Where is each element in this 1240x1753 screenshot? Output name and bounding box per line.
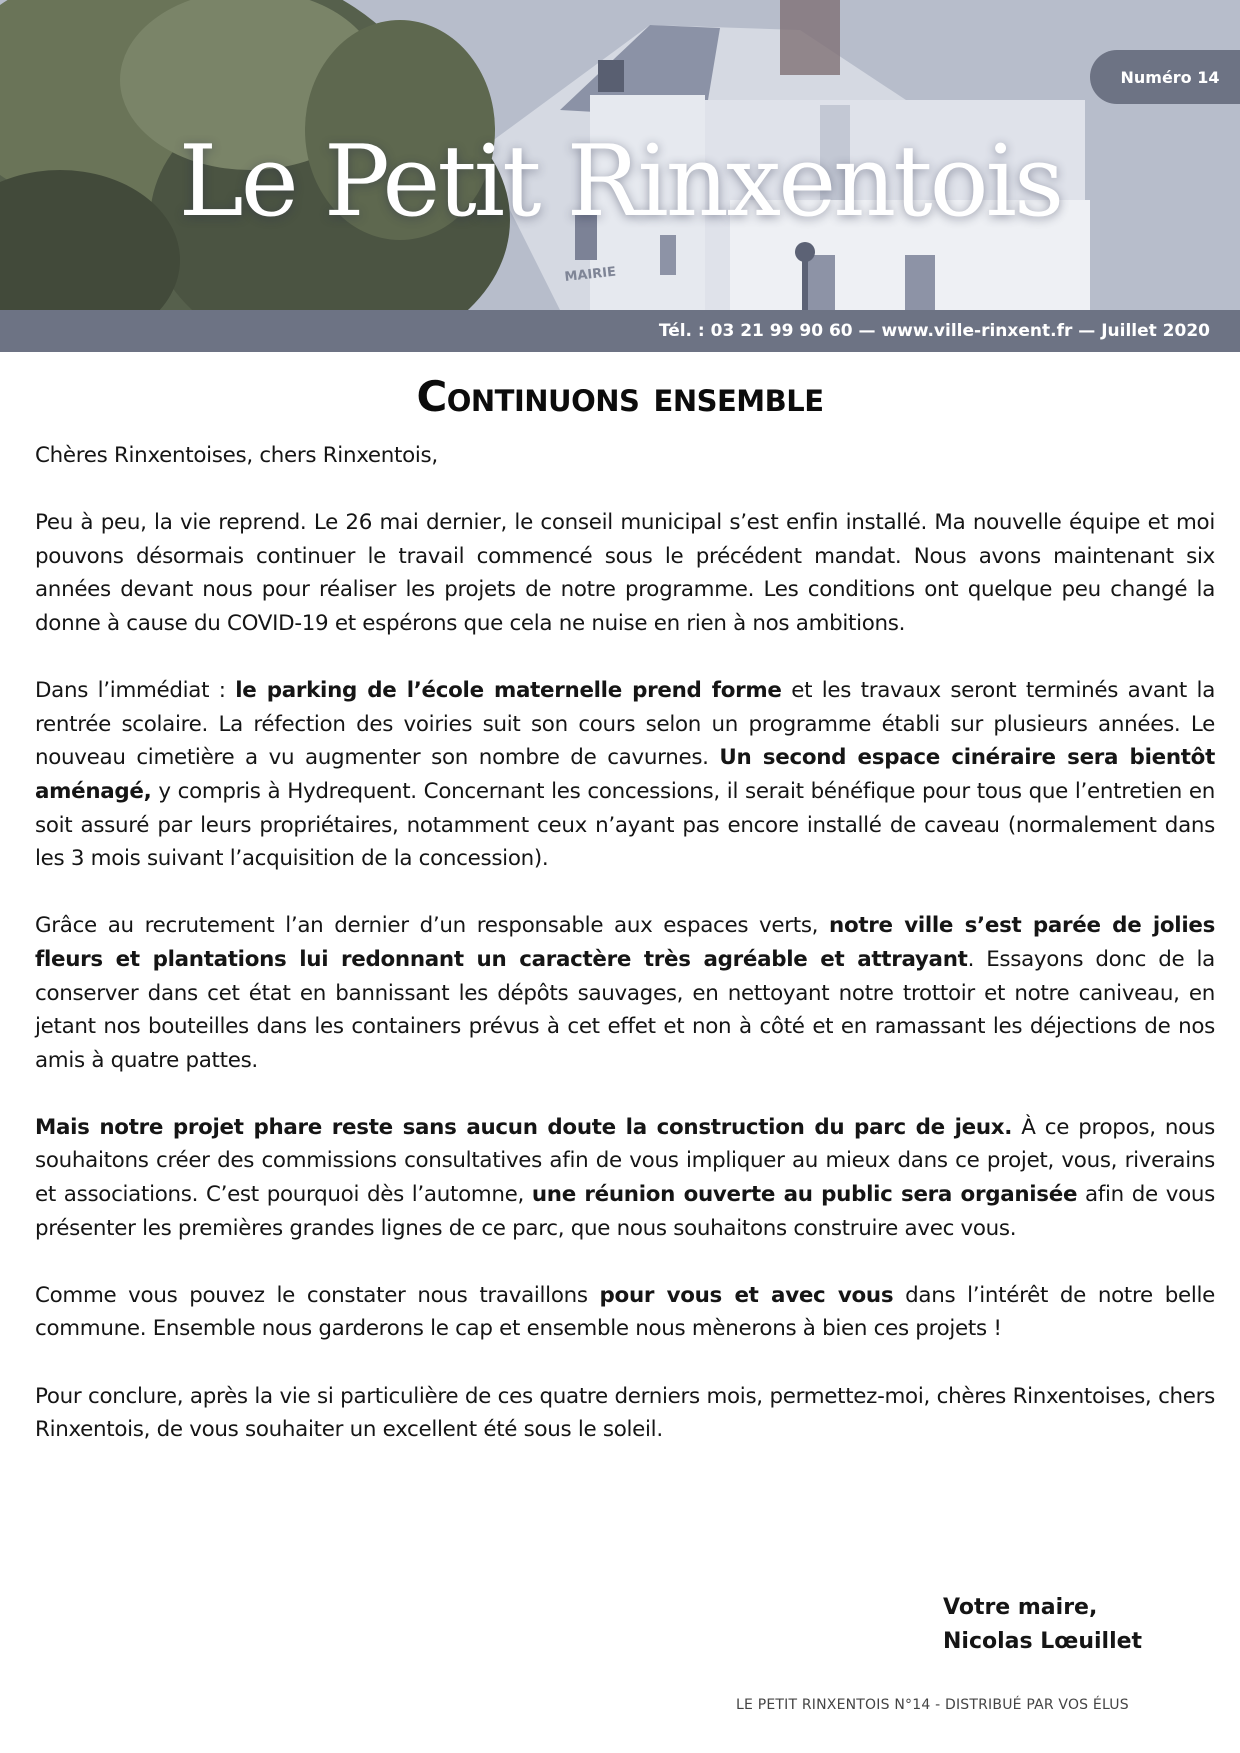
- paragraph-conclusion: Pour conclure, après la vie si particulière de ces quatre derniers mois, permettez-moi, chères Rinxentoises, chers Rinxentois, de vous souhaiter un excellent été sous le soleil.: [35, 1383, 1215, 1443]
- issue-number-badge: Numéro 14: [1090, 50, 1240, 104]
- text: et les travaux seront terminés avant la rentrée scolaire. La réfection des voiries suit son cours selon un programme établi sur plusieurs années. Le nouveau cimetière a vu augmenter son nombre de cavurnes.: [35, 678, 1215, 771]
- mairie-sign: MAIRIE: [563, 264, 617, 285]
- text: afin de vous présenter les premières grandes lignes de ce parc, que nous souhaitons construire avec vous.: [35, 1182, 1215, 1241]
- highlight: Un second espace cinéraire sera bientôt aménagé,: [35, 745, 1215, 804]
- signature-title: Votre maire,: [943, 1595, 1098, 1620]
- signature: [943, 1591, 1142, 1659]
- paragraph-green-spaces: [35, 909, 1215, 1077]
- text: . Essayons donc de la conserver dans cet état en bannissant les dépôts sauvages, en nettoyant notre trottoir et notre caniveau, en jetant nos bouteilles dans les containers prévus à cet effet et non à côté et en ramassant les déjections de nos amis à quatre pattes.: [35, 946, 1215, 1073]
- contact-info-text: Tél. : 03 21 99 90 60 — www.ville-rinxent.fr — Juillet 2020: [658, 321, 1210, 341]
- signature-name: Nicolas Lœuillet: [943, 1629, 1143, 1654]
- highlight: Mais notre projet phare reste sans aucun doute la construction du parc de jeux.: [35, 1114, 1013, 1140]
- paragraph-intro: Peu à peu, la vie reprend. Le 26 mai dernier, le conseil municipal s’est enfin installé. Ma nouvelle équipe et moi pouvons désormais continuer le travail commencé sous le précédent mandat. Nous avons maintenant six années devant nous pour réaliser les projets de notre programme. Les conditions ont quelque peu changé la donne à cause du COVID-19 et espérons que cela ne nuise en rien à nos ambitions.: [35, 510, 1215, 636]
- page-footer: LE PETIT RINXENTOIS N°14 - DISTRIBUÉ PAR VOS ÉLUS: [736, 1697, 1129, 1713]
- letter-body: [35, 439, 1215, 1480]
- text: Dans l’immédiat :: [35, 678, 236, 704]
- highlight: une réunion ouverte au public sera organisée: [531, 1182, 1078, 1208]
- text: Grâce au recrutement l’an dernier d’un responsable aux espaces verts,: [35, 913, 830, 939]
- highlight: notre ville s’est parée de jolies fleurs et plantations lui redonnant un caractère très agréable et attrayant: [35, 913, 1216, 972]
- salutation: Chères Rinxentoises, chers Rinxentois,: [35, 443, 438, 468]
- masthead: [0, 0, 1240, 352]
- paragraph-commitment: [35, 1279, 1215, 1346]
- paragraph-playground: [35, 1111, 1215, 1245]
- text: Comme vous pouvez le constater nous travaillons: [35, 1282, 600, 1308]
- article-headline: Continuons ensemble: [416, 372, 824, 421]
- magazine-title: Le Petit Rinxentois: [178, 125, 1062, 239]
- highlight: pour vous et avec vous: [599, 1282, 894, 1308]
- text: y compris à Hydrequent. Concernant les concessions, il serait bénéfique pour tous que l’entretien en soit assuré par leurs propriétaires, notamment ceux n’ayant pas encore installé de caveau (normalement dans les 3 mois suivant l’acquisition de la concession).: [35, 778, 1215, 872]
- text: À ce propos, nous souhaitons créer des commissions consultatives afin de vous impliquer au mieux dans ce projet, vous, riverains et associations. C’est pourquoi dès l’automne,: [35, 1114, 1216, 1208]
- contact-info-bar: [0, 310, 1240, 352]
- highlight: le parking de l’école maternelle prend forme: [235, 678, 782, 704]
- paragraph-works: [35, 674, 1215, 876]
- text: dans l’intérêt de notre belle commune. Ensemble nous garderons le cap et ensemble nous mènerons à bien ces projets !: [35, 1282, 1215, 1342]
